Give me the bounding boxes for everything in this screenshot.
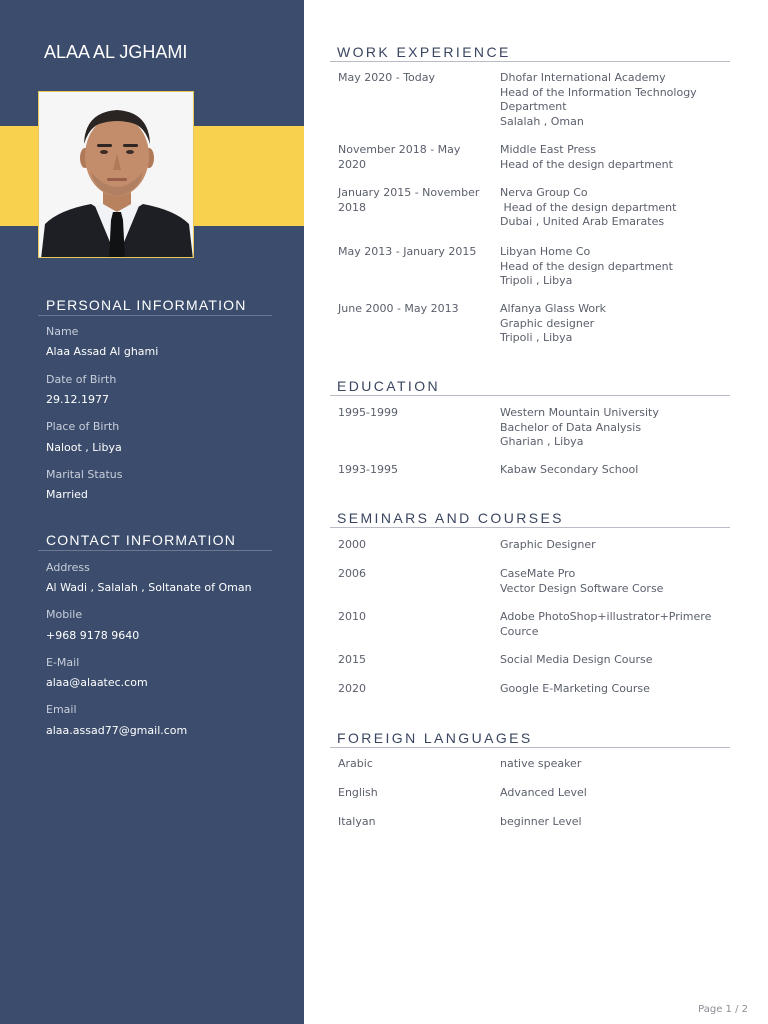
- email-primary-label: E-Mail: [46, 656, 80, 669]
- work-date: June 2000 - May 2013: [338, 302, 459, 315]
- mobile-label: Mobile: [46, 608, 83, 621]
- dob-label: Date of Birth: [46, 373, 117, 386]
- work-detail: Alfanya Glass Work Graphic designer Tripoli , Libya: [500, 302, 607, 345]
- work-date: November 2018 - May 2020: [338, 143, 461, 171]
- work-detail: Libyan Home Co Head of the design department Tripoli , Libya: [500, 245, 673, 288]
- contact-info-divider: [38, 550, 272, 551]
- mobile-value: +968 9178 9640: [46, 629, 140, 642]
- work-detail: Dhofar International Academy Head of the Information Technology Department Salalah , Oman: [500, 71, 697, 128]
- education-detail: Western Mountain University Bachelor of Data Analysis Gharian , Libya: [500, 406, 659, 449]
- language-level: Advanced Level: [500, 786, 587, 799]
- seminar-year: 2000: [338, 538, 366, 551]
- work-date: May 2013 - January 2015: [338, 245, 477, 258]
- profile-photo: [38, 91, 194, 258]
- email-secondary-link[interactable]: alaa.assad77@gmail.com: [46, 724, 188, 737]
- education-detail: Kabaw Secondary School: [500, 463, 639, 476]
- pob-value: Naloot , Libya: [46, 441, 122, 454]
- seminar-year: 2006: [338, 567, 366, 580]
- seminars-title: SEMINARS AND COURSES: [337, 510, 564, 526]
- dob-value: 29.12.1977: [46, 393, 109, 406]
- seminar-detail: Adobe PhotoShop+illustrator+Primere Cource: [500, 610, 712, 638]
- education-divider: [330, 395, 730, 396]
- address-label: Address: [46, 561, 90, 574]
- education-date: 1995-1999: [338, 406, 398, 419]
- email-secondary-label: Email: [46, 703, 77, 716]
- language-name: Arabic: [338, 757, 373, 770]
- seminar-detail: Google E-Marketing Course: [500, 682, 650, 695]
- name-label: Name: [46, 325, 79, 338]
- seminar-detail: Social Media Design Course: [500, 653, 653, 666]
- languages-title: FOREIGN LANGUAGES: [337, 730, 533, 746]
- portrait-image: [39, 92, 194, 258]
- seminar-detail: CaseMate Pro Vector Design Software Corse: [500, 567, 664, 595]
- email-primary-link[interactable]: alaa@alaatec.com: [46, 676, 148, 689]
- seminar-year: 2010: [338, 610, 366, 623]
- candidate-name: ALAA AL JGHAMI: [44, 42, 188, 62]
- address-value: Al Wadi , Salalah , Soltanate of Oman: [46, 581, 252, 594]
- work-detail: Middle East Press Head of the design department: [500, 143, 673, 171]
- seminars-divider: [330, 527, 730, 528]
- pob-label: Place of Birth: [46, 420, 120, 433]
- personal-info-title: PERSONAL INFORMATION: [46, 297, 247, 313]
- name-value: Alaa Assad Al ghami: [46, 345, 159, 358]
- marital-value: Married: [46, 488, 88, 501]
- languages-divider: [330, 747, 730, 748]
- work-experience-title: WORK EXPERIENCE: [337, 44, 511, 60]
- education-date: 1993-1995: [338, 463, 398, 476]
- seminar-year: 2020: [338, 682, 366, 695]
- work-date: January 2015 - November 2018: [338, 186, 480, 214]
- personal-info-divider: [38, 315, 272, 316]
- page-number: Page 1 / 2: [698, 1004, 748, 1015]
- language-level: beginner Level: [500, 815, 582, 828]
- language-name: English: [338, 786, 378, 799]
- work-date: May 2020 - Today: [338, 71, 436, 84]
- contact-info-title: CONTACT INFORMATION: [46, 532, 237, 548]
- language-name: Italyan: [338, 815, 376, 828]
- work-experience-divider: [330, 61, 730, 62]
- language-level: native speaker: [500, 757, 582, 770]
- seminar-detail: Graphic Designer: [500, 538, 596, 551]
- education-title: EDUCATION: [337, 378, 441, 394]
- marital-label: Marital Status: [46, 468, 123, 481]
- work-detail: Nerva Group Co Head of the design department Dubai , United Arab Emarates: [500, 186, 677, 229]
- seminar-year: 2015: [338, 653, 366, 666]
